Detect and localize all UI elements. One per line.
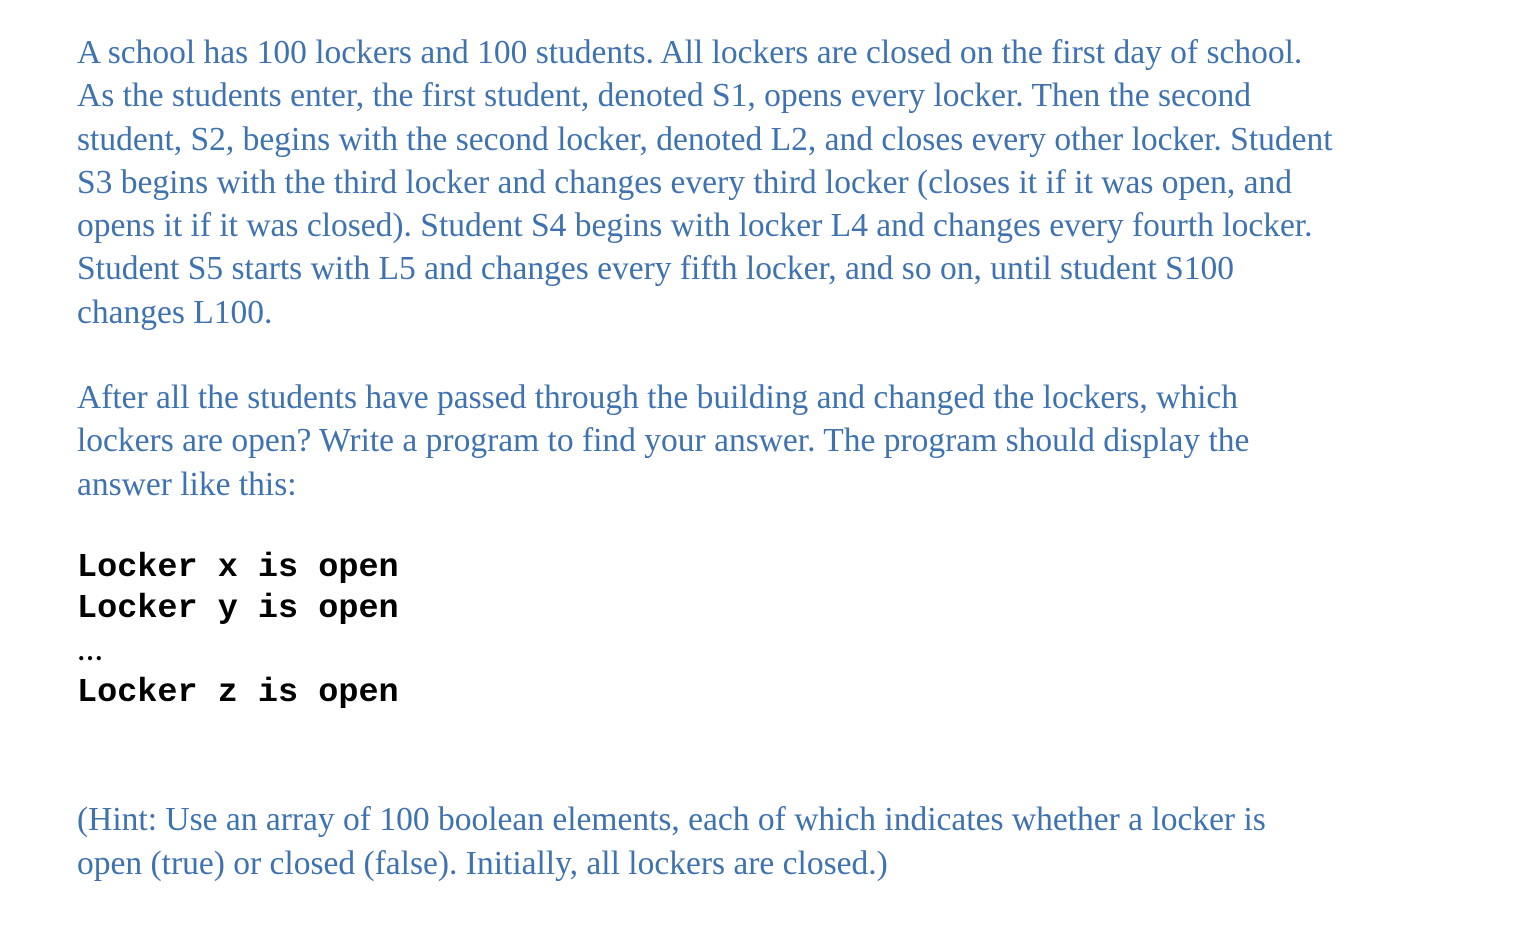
text-line: After all the students have passed through the building and changed the lockers, which xyxy=(77,379,1239,417)
text-line: opens it if it was closed). Student S4 begins with locker L4 and changes every fourth locker. xyxy=(77,207,1313,245)
hint-paragraph xyxy=(77,798,1497,885)
text-line: (Hint: Use an array of 100 boolean elements, each of which indicates whether a locker is xyxy=(77,801,1266,839)
document-body xyxy=(77,31,1497,885)
text-line: changes L100. xyxy=(77,293,273,331)
text-line: As the students enter, the first student, denoted S1, opens every locker. Then the second xyxy=(77,77,1251,115)
text-line: answer like this: xyxy=(77,465,297,503)
text-line: Student S5 starts with L5 and changes every fifth locker, and so on, until student S100 xyxy=(77,250,1235,288)
sample-output-block xyxy=(77,548,1497,715)
text-line: A school has 100 lockers and 100 students. All lockers are closed on the first day of school. xyxy=(77,34,1303,71)
text-line: lockers are open? Write a program to find your answer. The program should display the xyxy=(77,422,1250,460)
text-line: open (true) or closed (false). Initially, all lockers are closed.) xyxy=(77,844,888,882)
text-line: S3 begins with the third locker and changes every third locker (closes it if it was open, and xyxy=(77,163,1292,201)
code-line: Locker x is open xyxy=(77,548,399,587)
code-ellipsis: … xyxy=(77,636,103,666)
problem-statement-paragraph xyxy=(77,31,1497,334)
code-line: Locker z is open xyxy=(77,673,399,712)
code-line: Locker y is open xyxy=(77,590,399,629)
text-line: student, S2, begins with the second locker, denoted L2, and closes every other locker. Student xyxy=(77,120,1333,158)
question-paragraph xyxy=(77,376,1497,506)
